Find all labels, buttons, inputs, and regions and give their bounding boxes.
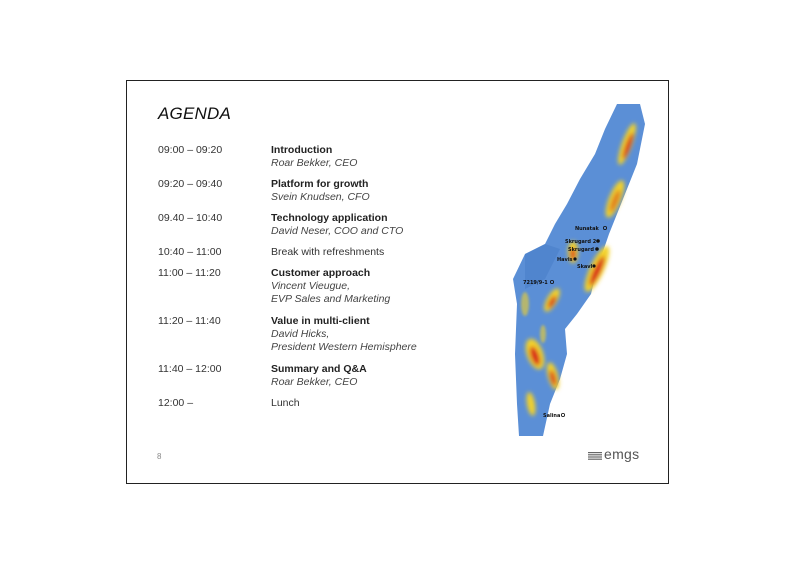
agenda-time: 09:20 – 09:40	[158, 178, 223, 190]
agenda-title: Introduction	[271, 144, 333, 156]
agenda-time: 09.40 – 10:40	[158, 212, 223, 224]
agenda-plain: Break with refreshments	[271, 246, 385, 258]
agenda-time: 10:40 – 11:00	[158, 246, 222, 258]
agenda-time: 12:00 –	[158, 397, 194, 409]
agenda-title: Customer approach	[271, 267, 371, 279]
marker-label: Nunatak	[575, 226, 599, 232]
agenda-presenter: Svein Knudsen, CFO	[271, 191, 370, 203]
agenda-presenter: Roar Bekker, CEO	[271, 157, 358, 169]
agenda-title: Summary and Q&A	[271, 363, 367, 375]
agenda-presenter: David Hicks,	[271, 328, 330, 340]
agenda-time: 11:20 – 11:40	[158, 315, 221, 327]
agenda-time: 11:00 – 11:20	[158, 267, 221, 279]
marker-skrugard2	[565, 239, 600, 245]
page-number: 8	[157, 452, 162, 461]
agenda-time: 11:40 – 12:00	[158, 363, 222, 375]
marker-label: Havis	[557, 257, 573, 263]
marker-label: Skrugard	[568, 247, 594, 253]
marker-salina	[543, 413, 565, 419]
marker-label: Skavl	[577, 264, 593, 270]
agenda-title: Technology application	[271, 212, 388, 224]
agenda-time: 09:00 – 09:20	[158, 144, 223, 156]
resistivity-map	[505, 104, 650, 436]
logo-mark-icon	[588, 452, 602, 460]
marker-label: Skrugard 2	[565, 239, 597, 245]
agenda-presenter: President Western Hemisphere	[271, 341, 417, 353]
logo-text: emgs	[604, 446, 640, 462]
agenda-plain: Lunch	[271, 397, 300, 409]
agenda-title: Platform for growth	[271, 178, 369, 190]
page-title: AGENDA	[158, 104, 231, 123]
agenda-presenter: David Neser, COO and CTO	[271, 225, 404, 237]
agenda-title: Value in multi-client	[271, 315, 370, 327]
agenda-presenter: EVP Sales and Marketing	[271, 293, 391, 305]
agenda-presenter: Roar Bekker, CEO	[271, 376, 358, 388]
marker-label: 7219/9-1	[523, 280, 548, 286]
marker-label: Salina	[543, 413, 561, 419]
agenda-presenter: Vincent Vieugue,	[271, 280, 351, 292]
